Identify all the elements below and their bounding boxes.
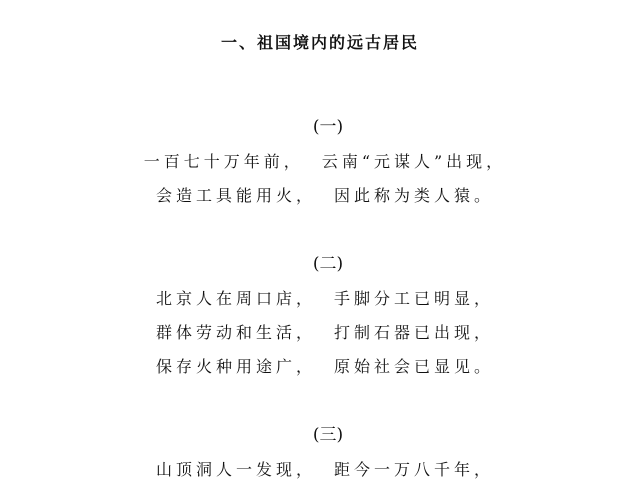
section-heading-3: (三) [312, 425, 344, 445]
section-heading-1: (一) [312, 117, 344, 137]
verse-first-half: 保存火种用途广， [155, 357, 316, 376]
verse-line [0, 151, 640, 173]
verse-second-half: 因此称为类人猿。 [334, 186, 495, 205]
verse-line [0, 322, 640, 344]
verse-second-half: 距今一万八千年， [334, 460, 495, 479]
verse-first-half: 一百七十万年前， [143, 152, 304, 171]
verse-first-half: 山顶洞人一发现， [155, 460, 316, 479]
verse-second-half: 云南“元谋人”出现， [321, 152, 507, 171]
verse-first-half: 群体劳动和生活， [155, 323, 316, 342]
section-heading-2: (二) [312, 254, 344, 274]
verse-line [0, 356, 640, 378]
verse-first-half: 会造工具能用火， [155, 186, 316, 205]
verse-first-half: 北京人在周口店， [155, 289, 316, 308]
verse-second-half: 原始社会已显见。 [334, 357, 495, 376]
verse-line [0, 185, 640, 207]
verse-line [0, 459, 640, 480]
verse-second-half: 打制石器已出现， [334, 323, 495, 342]
document-title: 一、祖国境内的远古居民 [220, 33, 419, 52]
verse-line [0, 288, 640, 310]
verse-second-half: 手脚分工已明显， [334, 289, 495, 308]
